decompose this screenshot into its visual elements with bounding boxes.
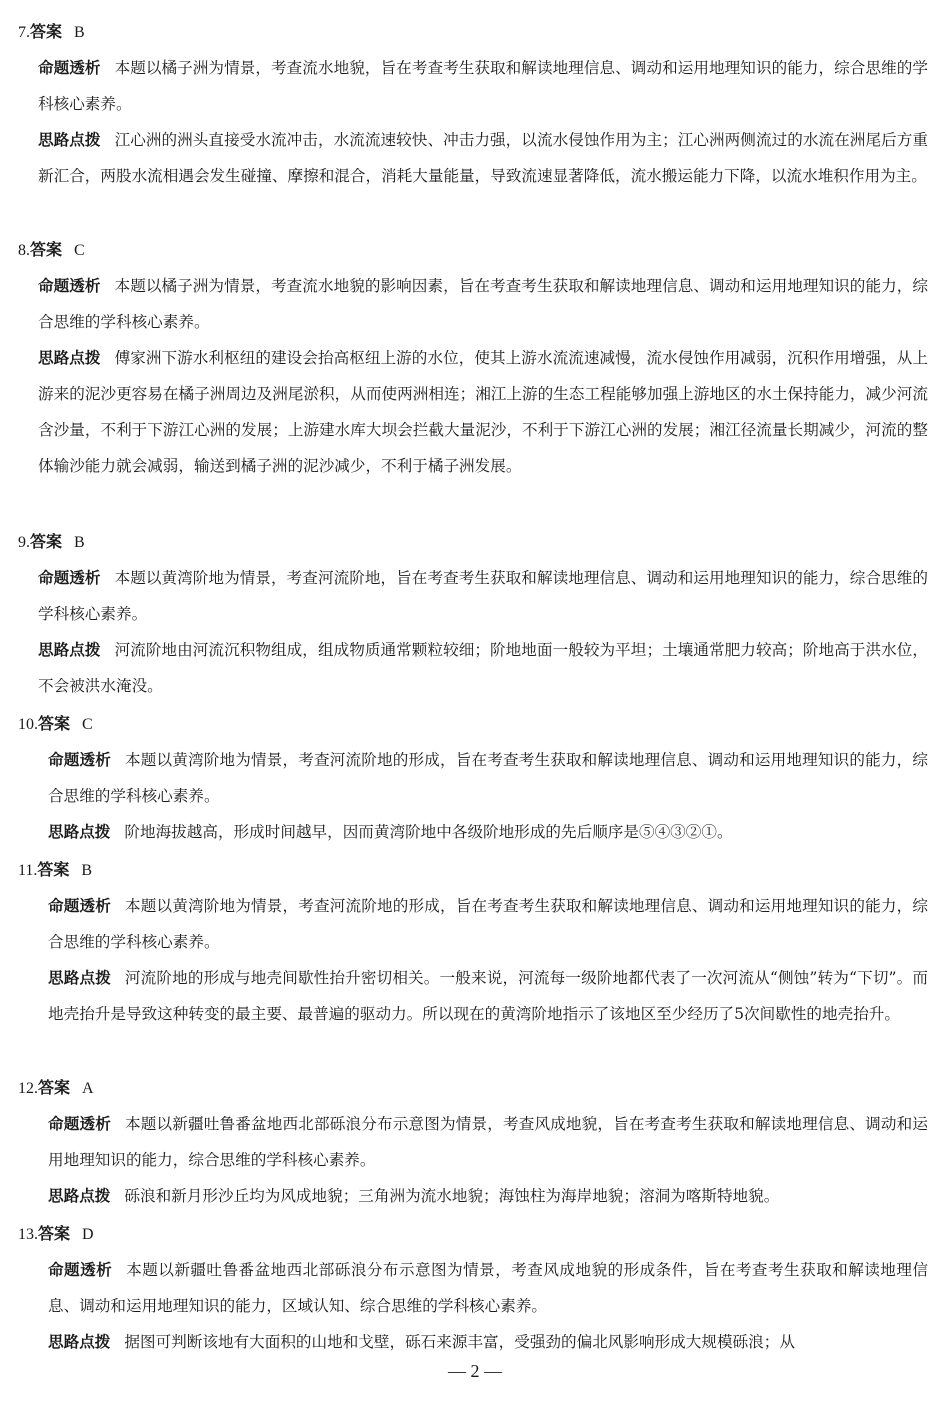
analysis-text: 本题以黄湾阶地为情景，考查河流阶地，旨在考查考生获取和解读地理信息、调动和运用地理知识的能力，综合思维的学科核心素养。 (38, 569, 928, 623)
question-number: 9. (18, 534, 30, 551)
analysis-text: 本题以黄湾阶地为情景，考查河流阶地的形成，旨在考查考生获取和解读地理信息、调动和运用地理知识的能力，综合思维的学科核心素养。 (48, 897, 928, 951)
reasoning-text: 阶地海拔越高，形成时间越早，因而黄湾阶地中各级阶地形成的先后顺序是⑤④③②①。 (124, 823, 733, 841)
analysis-label: 命题透析 (48, 751, 111, 769)
question-number: 10. (18, 716, 38, 733)
reasoning-text: 傅家洲下游水利枢纽的建设会抬高枢纽上游的水位，使其上游水流流速减慢，流水侵蚀作用减弱，沉积作用增强，从上游来的泥沙更容易在橘子洲周边及洲尾淤积，从而使两洲相连；湘江上游的生态工程能够加强上游地区的水土保持能力，减少河流含沙量，不利于下游江心洲的发展；上游建水库大坝会拦截大量泥沙，不利于下游江心洲的发展；湘江径流量长期减少，河流的整体输沙能力就会减弱，输送到橘子洲的泥沙减少，不利于橘子洲发展。 (38, 349, 928, 475)
reasoning-paragraph (48, 814, 928, 850)
analysis-text: 本题以新疆吐鲁番盆地西北部砾浪分布示意图为情景，考查风成地貌的形成条件，旨在考查考生获取和解读地理信息、调动和运用地理知识的能力，区域认知、综合思维的学科核心素养。 (48, 1261, 928, 1315)
analysis-label: 命题透析 (48, 897, 111, 915)
answer-label: 答案 (38, 714, 71, 733)
analysis-paragraph (48, 1252, 928, 1324)
reasoning-label: 思路点拨 (38, 131, 101, 149)
reasoning-paragraph (48, 960, 928, 1032)
question-10 (18, 714, 930, 734)
reasoning-label: 思路点拨 (48, 823, 111, 841)
answer-label: 答案 (37, 860, 70, 879)
question-9 (18, 532, 930, 552)
question-13 (18, 1224, 930, 1244)
reasoning-text: 据图可判断该地有大面积的山地和戈壁，砾石来源丰富，受强劲的偏北风影响形成大规模砾浪；从 (124, 1333, 795, 1351)
analysis-paragraph (48, 742, 928, 814)
analysis-paragraph (38, 560, 928, 632)
answer-label: 答案 (38, 1224, 71, 1243)
analysis-paragraph (48, 888, 928, 960)
answer-label: 答案 (30, 240, 63, 259)
reasoning-label: 思路点拨 (48, 969, 111, 987)
answer-line (18, 1078, 930, 1098)
analysis-label: 命题透析 (38, 569, 101, 587)
question-number: 13. (18, 1226, 38, 1243)
reasoning-label: 思路点拨 (38, 349, 101, 367)
analysis-text: 本题以橘子洲为情景，考查流水地貌的影响因素，旨在考查考生获取和解读地理信息、调动和运用地理知识的能力，综合思维的学科核心素养。 (38, 277, 928, 331)
question-number: 11. (18, 862, 38, 879)
answer-line (18, 532, 930, 552)
question-number: 8. (18, 242, 30, 259)
reasoning-label: 思路点拨 (48, 1333, 111, 1351)
answer-label: 答案 (30, 532, 63, 551)
reasoning-paragraph (48, 1324, 928, 1360)
question-number: 7. (18, 24, 30, 41)
analysis-label: 命题透析 (38, 59, 101, 77)
reasoning-paragraph (38, 122, 928, 194)
analysis-paragraph (38, 268, 928, 340)
reasoning-text: 河流阶地由河流沉积物组成，组成物质通常颗粒较细；阶地地面一般较为平坦；土壤通常肥力较高；阶地高于洪水位，不会被洪水淹没。 (38, 641, 928, 695)
question-7 (18, 22, 930, 42)
question-11 (18, 860, 930, 880)
answer-value: C (82, 716, 93, 733)
reasoning-paragraph (38, 632, 928, 704)
analysis-text: 本题以黄湾阶地为情景，考查河流阶地的形成，旨在考查考生获取和解读地理信息、调动和运用地理知识的能力，综合思维的学科核心素养。 (48, 751, 928, 805)
answer-value: C (74, 242, 85, 259)
page-number: — 2 — (448, 1361, 502, 1381)
answer-line (18, 22, 930, 42)
answer-value: B (74, 24, 85, 41)
analysis-text: 本题以新疆吐鲁番盆地西北部砾浪分布示意图为情景，考查风成地貌，旨在考查考生获取和解读地理信息、调动和运用地理知识的能力，综合思维的学科核心素养。 (48, 1115, 928, 1169)
answer-label: 答案 (30, 22, 63, 41)
answer-line (18, 1224, 930, 1244)
answer-value: B (81, 862, 93, 879)
reasoning-text: 河流阶地的形成与地壳间歇性抬升密切相关。一般来说，河流每一级阶地都代表了一次河流从“侧蚀”转为“下切”。而地壳抬升是导致这种转变的最主要、最普遍的驱动力。所以现在的黄湾阶地指示了该地区至少经历了5次间歇性的地壳抬升。 (48, 969, 928, 1023)
answer-value: A (82, 1080, 94, 1097)
analysis-paragraph (38, 50, 928, 122)
reasoning-paragraph (48, 1178, 928, 1214)
reasoning-text: 砾浪和新月形沙丘均为风成地貌；三角洲为流水地貌；海蚀柱为海岸地貌；溶洞为喀斯特地貌。 (124, 1187, 780, 1205)
question-12 (18, 1078, 930, 1098)
reasoning-text: 江心洲的洲头直接受水流冲击，水流流速较快、冲击力强，以流水侵蚀作用为主；江心洲两侧流过的水流在洲尾后方重新汇合，两股水流相遇会发生碰撞、摩擦和混合，消耗大量能量，导致流速显著降低，流水搬运能力下降，以流水堆积作用为主。 (38, 131, 928, 185)
analysis-label: 命题透析 (48, 1115, 111, 1133)
answer-line (18, 714, 930, 734)
reasoning-label: 思路点拨 (48, 1187, 111, 1205)
answer-line (18, 240, 930, 260)
answer-value: B (74, 534, 85, 551)
reasoning-paragraph (38, 340, 928, 484)
question-number: 12. (18, 1080, 38, 1097)
reasoning-label: 思路点拨 (38, 641, 101, 659)
analysis-paragraph (48, 1106, 928, 1178)
answer-line (18, 860, 930, 880)
analysis-label: 命题透析 (38, 277, 101, 295)
question-8 (18, 240, 930, 260)
answer-value: D (82, 1226, 94, 1243)
analysis-text: 本题以橘子洲为情景，考查流水地貌，旨在考查考生获取和解读地理信息、调动和运用地理知识的能力，综合思维的学科核心素养。 (38, 59, 928, 113)
analysis-label: 命题透析 (48, 1261, 113, 1279)
answer-label: 答案 (38, 1078, 71, 1097)
